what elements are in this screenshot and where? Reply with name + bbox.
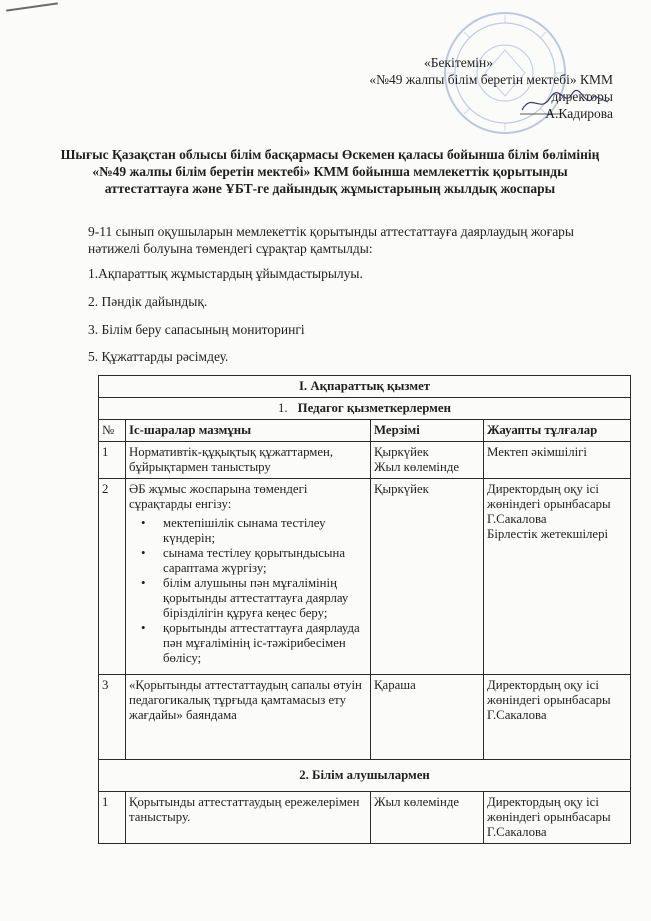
row-number: 1 <box>99 442 126 479</box>
responsible-line: Бірлестік жетекшілері <box>487 527 609 541</box>
column-header-responsible: Жауапты тұлғалар <box>484 420 631 442</box>
row-responsible: Директордың оқу ісі жөніндегі орынбасары Г.Сакалова <box>484 792 631 844</box>
row-term: Жыл көлемінде <box>371 792 484 844</box>
bullet-item: • мектепішілік сынама тестілеу күндерін; <box>163 516 367 546</box>
term-line: Жыл көлемінде <box>374 460 460 474</box>
approval-line-3: директоры <box>551 89 613 104</box>
column-header-term: Мерзімі <box>371 420 484 442</box>
table-row <box>99 442 631 479</box>
list-item: 3. Білім беру сапасының мониторингі <box>88 322 305 337</box>
table-row <box>99 479 631 675</box>
term-line: Қыркүйек <box>374 445 429 459</box>
subsection-header-1 <box>99 398 631 420</box>
row-number: 1 <box>99 792 126 844</box>
column-header-content: Іс-шаралар мазмұны <box>126 420 371 442</box>
subsection-number: 1. <box>278 401 288 415</box>
row-content: Қорытынды аттестаттаудың ережелерімен таныстыру. <box>126 792 371 844</box>
section-header-2: 2. Білім алушылармен <box>99 760 631 792</box>
subsection-title: Педагог қызметкерлермен <box>297 401 451 415</box>
approval-line-4: А.Кадирова <box>545 106 613 121</box>
bullet-item: • қорытынды аттестаттауға даярлауда пән мұғалімінің іс-тәжірибесімен бөлісу; <box>163 621 367 666</box>
table-row <box>99 792 631 844</box>
row-content: Нормативтік-құқықтық құжаттармен, бұйрықтармен таныстыру <box>126 442 371 479</box>
table-row <box>99 675 631 760</box>
row-term <box>371 442 484 479</box>
plan-table <box>98 375 631 844</box>
document-title: Шығыс Қазақстан облысы білім басқармасы Өскемен қаласы бойынша білім бөлімінің «№49 жалпы білім беретін мектебі» КММ бойынша мемлекеттік қорытынды аттестаттауға және ҰБТ-ге дайындық жұмыстарының жылдық жоспары <box>60 147 600 196</box>
row-number: 3 <box>99 675 126 760</box>
row-responsible: Директордың оқу ісі жөніндегі орынбасары Г.Сакалова <box>484 675 631 760</box>
list-item: 2. Пәндік дайындық. <box>88 294 208 309</box>
row-number: 2 <box>99 479 126 675</box>
approval-line-2: «№49 жалпы білім беретін мектебі» КММ <box>369 72 613 87</box>
row-responsible: Мектеп әкімшілігі <box>484 442 631 479</box>
intro-paragraph: 9-11 сынып оқушыларын мемлекеттік қорытынды аттестаттауға даярлаудың жоғары нәтижелі болуына төмендегі сұрақтар қамтылды: <box>88 224 574 256</box>
responsible-line: Директордың оқу ісі жөніндегі орынбасары Г.Сакалова <box>487 482 611 526</box>
bullet-item: • сынама тестілеу қорытындысына сараптама жүргізу; <box>163 546 367 576</box>
director-signature <box>520 88 610 116</box>
row-content-text: ӘБ жұмыс жоспарына төмендегі сұрақтарды енгізу: <box>129 482 308 511</box>
bullet-list <box>129 516 367 666</box>
column-header-number: № <box>99 420 126 442</box>
approval-line-1: «Бекітемін» <box>424 55 493 70</box>
row-term: Қараша <box>371 675 484 760</box>
list-item: 1.Ақпараттық жұмыстардың ұйымдастырылуы. <box>88 266 363 281</box>
row-term: Қыркүйек <box>371 479 484 675</box>
list-item: 5. Құжаттарды рәсімдеу. <box>88 349 229 364</box>
bullet-item: • білім алушыны пән мұғалімінің қорытынды аттестаттауға даярлау біріздiлігін құруға кеңес беру; <box>163 576 367 621</box>
section-header-1: І. Ақпараттық қызмет <box>99 376 631 398</box>
corner-pen-mark <box>6 2 58 11</box>
row-responsible <box>484 479 631 675</box>
row-content: «Қорытынды аттестаттаудың сапалы өтуін педагогикалық тұрғыда қамтамасыз ету жағдайы» баяндама <box>126 675 371 760</box>
row-content <box>126 479 371 675</box>
